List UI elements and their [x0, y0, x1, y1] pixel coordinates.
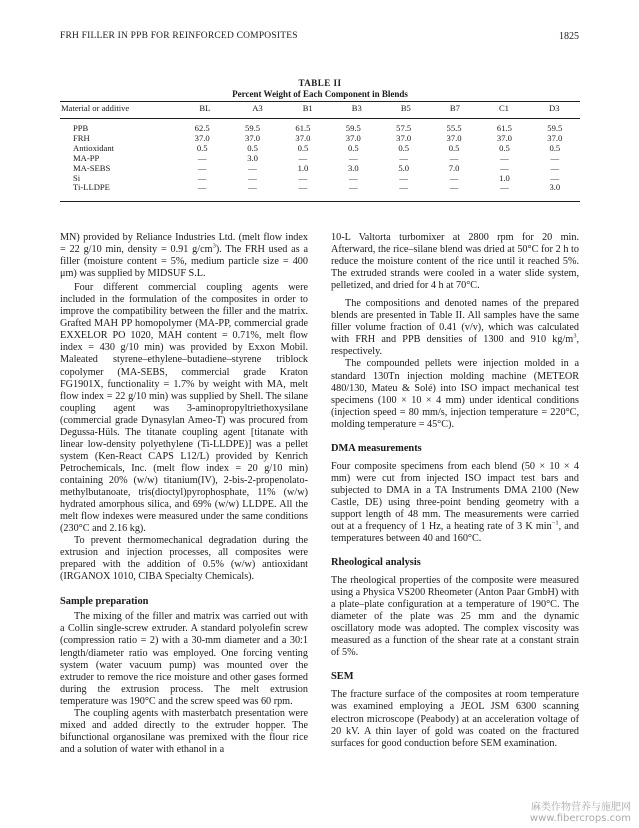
table-top-rule: [60, 101, 580, 102]
table-cell: 1.0: [297, 162, 309, 173]
table-cell: 3.0: [347, 162, 359, 173]
table-cell: 0.5: [398, 142, 410, 153]
table-cell: 61.5: [496, 123, 512, 133]
table-cell: 5.0: [398, 162, 410, 173]
table-cell: 61.5: [295, 123, 311, 133]
table-cell: 59.5: [547, 123, 563, 133]
table-cell: 55.5: [446, 123, 462, 133]
table-cell: —: [248, 162, 257, 173]
table-cell: 3.0: [247, 152, 258, 163]
table-cell: —: [500, 182, 509, 193]
table-cell: 59.5: [345, 123, 361, 133]
section-heading-rheological: Rheological analysis: [331, 557, 421, 569]
right-column: [331, 232, 579, 750]
table-cell: 0.5: [499, 142, 510, 153]
paragraph: The rheological properties of the composite were measured using a Physica VS200 Rheometer (Anton Paar GmbH) with a plate–plate configuration at a temperature of 190°C. The diameter of the plate was 25 mm and the dynamic oscillatory mode was adopted. The complex viscosity was measured as a function of the shear rate at a constant strain of 5%.: [331, 575, 579, 659]
table-cell: 37.0: [496, 132, 512, 143]
composition-table-body: [60, 124, 580, 193]
table-cell: —: [399, 172, 408, 183]
table-cell: —: [298, 152, 308, 163]
paragraph: Four different commercial coupling agents were included in the formulation of the composites in order to improve the compatibility between the filler and the matrix. Grafted MAH PP homopolymer (MA-PP, commercial grade EXXELOR PO 1020, MAH content = 0.71%, melt flow index = 430 g/10 min) was provided by Exxon Mobil. Maleated styrene–ethylene–butadiene–styrene triblock copolymer (MA-SEBS, commercial grade Kraton FG1901X, functionality = 1.7% by weight with MA, melt flow index = 22 g/10 min) was supplied by Shell. The silane coupling agent was 3-aminopropyltriethoxysilane (commercial grade Dynasylan Ameo-T) was procured from Degussa-Hüls. The titanate coupling agent [titanate with linear low-density polyethylene (Ti-LLDPE)] was a pellet system (Ken-React CAPS L12/L) provided by Kenrich Petrochemicals, Inc. (melt flow index = 20 g/10 min) containing 20% (w/w) titanium(IV), 2-bis-2-propenolato-methylbutanoate, tris(dioctyl)pyrophosphate, 11% (w/w) hydrated amorphous silica, and 69% (w/w) LLDPE. All the melt flow indexes were measured under the same conditions (230°C and 2.16 kg).: [60, 282, 308, 535]
section-heading-dma: DMA measurements: [331, 442, 422, 454]
table-cell: —: [399, 182, 408, 193]
table-header-cell: D3: [548, 103, 560, 113]
table-cell: 37.0: [295, 132, 311, 143]
table-cell: —: [449, 172, 459, 183]
table-cell: —: [449, 182, 459, 193]
table-header-cell: B3: [351, 103, 362, 113]
table-cell: —: [248, 172, 257, 183]
paragraph: The coupling agents with masterbatch presentation were mixed and added directly to the extruder hopper. The bifunctional organosilane was premixed with the flour rice and a solution of water with ethanol in a: [60, 707, 308, 755]
table-header-cell: B5: [400, 103, 411, 113]
watermark: [530, 802, 631, 824]
paragraph: The compositions and denoted names of the prepared blends are presented in Table II. All samples have the same filler volume fraction of 0.41 (v/v), which was calculated with FRH and PPB densities of 1300 and 910 $kg/m^3$, respectively.: [331, 298, 579, 358]
table-cell: 3.0: [549, 182, 561, 193]
table-cell: 37.0: [245, 132, 261, 143]
table-row-label: PPB: [73, 123, 89, 133]
table-cell: —: [550, 152, 560, 163]
table-header-cell: B7: [449, 103, 460, 113]
table-cell: 0.5: [247, 142, 258, 153]
paragraph: To prevent thermomechanical degradation during the extrusion and injection processes, all composites were prepared with the addition of 0.5% (w/w) antioxidant (IRGANOX 1010, CIBA Specialty Chemicals).: [60, 535, 308, 583]
table-row-label: MA-SEBS: [73, 162, 111, 173]
section-heading-sample-preparation: Sample preparation: [60, 596, 149, 608]
table-row-label: FRH: [73, 132, 90, 143]
table-row-label: MA-PP: [73, 152, 100, 163]
paragraph: The mixing of the filler and matrix was carried out with a Collin single-screw extruder. A standard polyolefin screw (compression ratio = 2) with a 30-mm diameter and a 30:1 length/diameter ratio was employed. One forcing venting system (water vacuum pump) was mounted over the extruder to remove the rice moisture and other gases formed during the extrusion process. The melt extrusion temperature was 190°C and the screw speed was 60 rpm.: [60, 611, 308, 707]
page-number: 1825: [559, 31, 579, 42]
running-head: FRH FILLER IN PPB FOR REINFORCED COMPOSITES: [60, 31, 298, 41]
table-cell: —: [349, 172, 358, 183]
table-cell: 37.0: [345, 132, 361, 143]
table-cell: 62.5: [194, 123, 210, 133]
table-header-row: [60, 104, 580, 114]
table-cell: —: [550, 172, 560, 183]
table-header-cell: B1: [302, 103, 313, 113]
table-bottom-rule: [60, 201, 580, 202]
table-row: [60, 183, 580, 193]
table-cell: 0.5: [196, 142, 208, 153]
table-cell: —: [298, 172, 308, 183]
table-caption: [60, 78, 580, 100]
table-cell: 37.0: [446, 132, 462, 143]
table-cell: 1.0: [499, 172, 510, 183]
table-cell: —: [197, 162, 207, 173]
table-header-cell: C1: [498, 103, 509, 113]
table-cell: 59.5: [245, 123, 261, 133]
table-header-cell: A3: [252, 103, 263, 113]
watermark-url: www.fibercrops.com: [529, 813, 631, 824]
watermark-text: 麻类作物营养与施肥网: [531, 802, 631, 813]
paragraph: 10-L Valtorta turbomixer at 2800 rpm for 20 min. Afterward, the rice–silane blend was dried at 50°C for 2 h to reduce the moisture content of the rice until it reached 5%. The extruded strands were cooled in a water slide system, pelletized, and dried for 4 h at 70°C.: [331, 232, 579, 292]
table-cell: —: [449, 152, 459, 163]
table-row-label: Antioxidant: [73, 142, 115, 153]
table-cell: —: [399, 152, 408, 163]
table-cell: —: [197, 182, 207, 193]
paragraph: Four composite specimens from each blend (50 × 10 × 4 mm) were cut from injected ISO impact test bars and subjected to DMA in a TA Instruments DMA 2100 (New Castle, DE) using three-point bending geometry with a support length of 48 mm. The measurements were carried out at a frequency of 1 Hz, a heating rate of 3 K $\min^{-1}$, and temperatures between 40 and 160°C.: [331, 460, 579, 545]
table-label: TABLE II: [298, 78, 342, 88]
table-cell: 37.0: [547, 132, 563, 143]
table-cell: —: [500, 152, 509, 163]
table-cell: —: [197, 152, 207, 163]
table-cell: —: [248, 182, 257, 193]
table-cell: —: [550, 162, 560, 173]
paragraph: MN) provided by Reliance Industries Ltd. (melt flow index = 22 g/10 min, density = 0.91 $g/cm^3$). The FRH used as a filler (moisture content = 5%, medium particle size = 400 μm) was supplied by MIDSUF S.L.: [60, 232, 309, 280]
table-row-label: Ti-LLDPE: [73, 182, 110, 193]
table-cell: —: [349, 152, 358, 163]
table-header-cell: BL: [199, 103, 211, 113]
paragraph: The compounded pellets were injection molded in a standard 130Tn injection molding machine (METEOR 480/130, Mateu & Solé) into ISO impact mechanical test specimens (100 × 10 × 4 mm) under identical conditions (injection speed = 80 mm/s, injection temperature = 220°C, molding temperature = 45°C).: [331, 358, 579, 430]
table-cell: —: [197, 172, 207, 183]
table-cell: 0.5: [297, 142, 309, 153]
table-cell: 0.5: [347, 142, 359, 153]
table-cell: 57.5: [396, 123, 412, 133]
paragraph: The fracture surface of the composites at room temperature was examined employing a JEOL JSM 6300 scanning electron microscope (Peabody) at an acceleration voltage of 20 kV. A thin layer of gold was coated on the fractured surfaces for good conduction before SEM examination.: [331, 689, 579, 749]
table-cell: —: [349, 182, 358, 193]
table-cell: 0.5: [549, 142, 561, 153]
section-heading-sem: SEM: [331, 671, 354, 683]
table-cell: 37.0: [194, 132, 210, 143]
table-header-cell: Material or additive: [61, 103, 130, 113]
table-cell: —: [500, 162, 509, 173]
table-cell: 7.0: [448, 162, 460, 173]
table-row-label: Si: [73, 172, 81, 183]
table-header-rule: [60, 118, 580, 119]
composition-table-header: [60, 104, 580, 114]
left-column: [60, 232, 308, 756]
table-cell: 0.5: [448, 142, 460, 153]
table-title: Percent Weight of Each Component in Blends: [232, 89, 408, 99]
table-cell: —: [298, 182, 308, 193]
table-cell: 37.0: [396, 132, 412, 143]
